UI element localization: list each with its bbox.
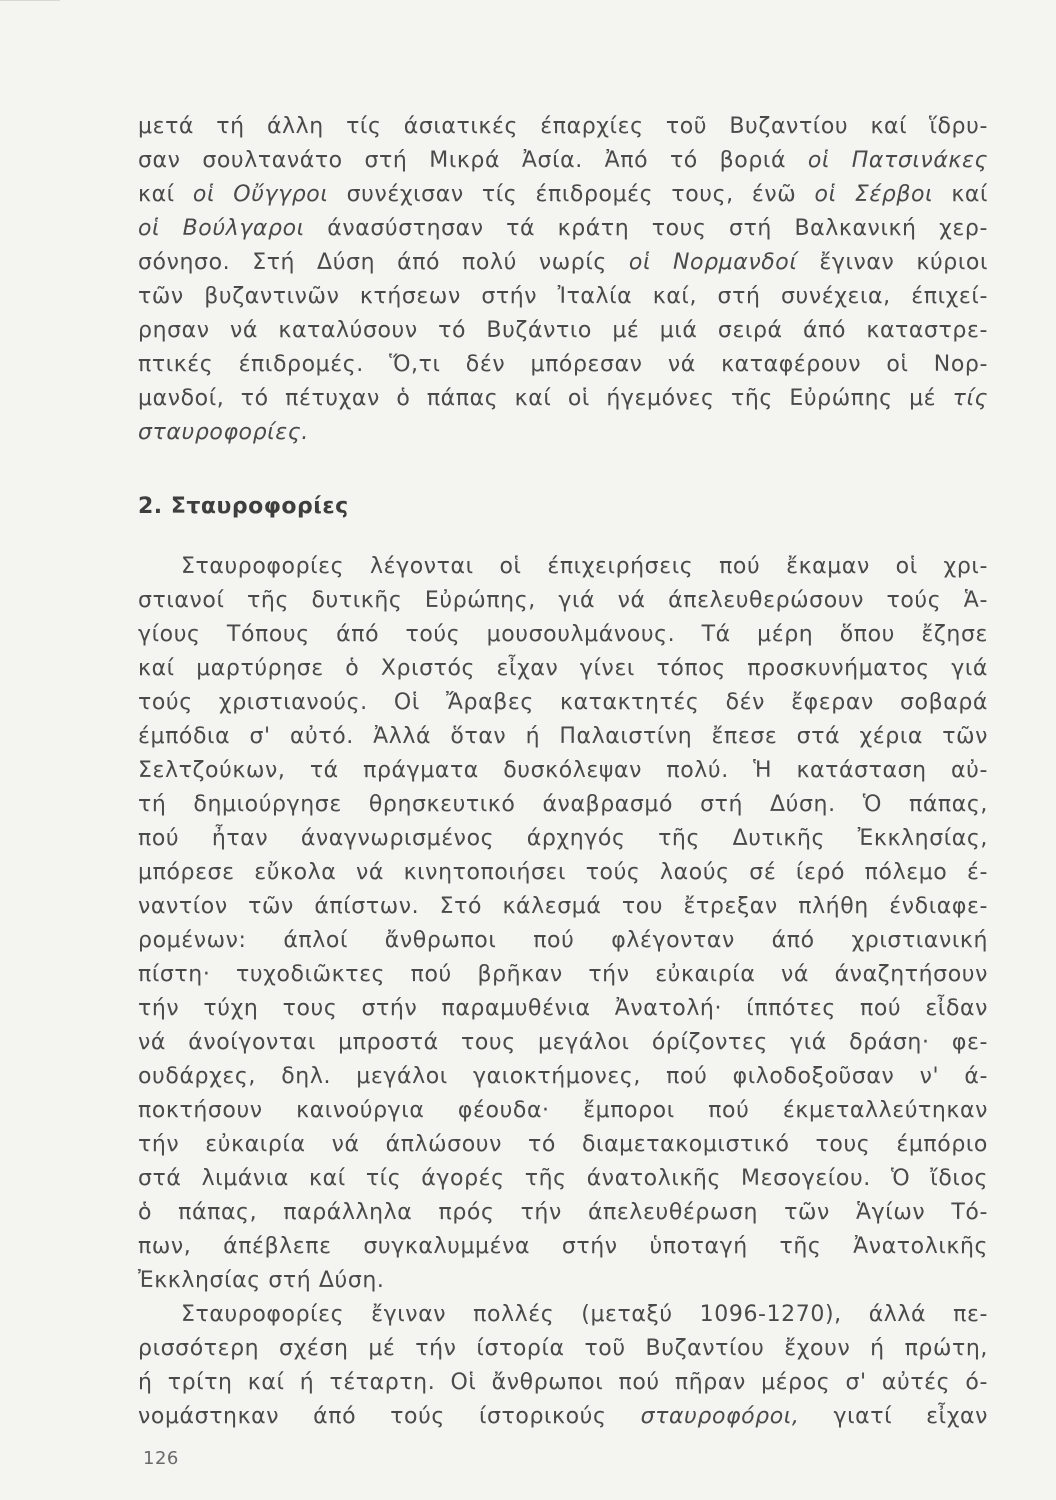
p3-line-2: ρισσότερη σχέση μέ τήν ίστορία τοῦ Βυζαντίου ἔχουν ή πρώτη, xyxy=(138,1336,988,1361)
p2-line-6: έμπόδια σ' αὐτό. Ἀλλά ὅταν ή Παλαιστίνη ἔπεσε στά χέρια τῶν xyxy=(138,724,988,749)
p1-line-4: οἱ Βούλγαροι άνασύστησαν τά κράτη τους στή Βαλκανική χερ- xyxy=(138,216,989,241)
page-number: 126 xyxy=(143,1448,179,1469)
p2-line-20: ὁ πάπας, παράλληλα πρός τήν άπελευθέρωση τῶν Ἁγίων Τό- xyxy=(138,1200,988,1225)
p2-line-4: καί μαρτύρησε ὁ Χριστός εἶχαν γίνει τόπος προσκυνήματος γιά xyxy=(138,656,988,681)
p3-line-1: Σταυροφορίες ἔγιναν πολλές (μεταξύ 1096-1270), άλλά πε- xyxy=(181,1302,988,1327)
p1-line-7: ρησαν νά καταλύσουν τό Βυζάντιο μέ μιά σειρά άπό καταστρε- xyxy=(138,318,988,343)
p1-line-8: πτικές έπιδρομές. Ὅ,τι δέν μπόρεσαν νά καταφέρουν οἱ Νορ- xyxy=(138,352,988,377)
p2-line-12: ρομένων: άπλοί ἄνθρωποι πού φλέγονταν άπό χριστιανική xyxy=(138,928,988,953)
p2-line-18: τήν εὐκαιρία νά άπλώσουν τό διαμετακομιστικό τους έμπόριο xyxy=(138,1132,988,1157)
p2-line-16: ουδάρχες, δηλ. μεγάλοι γαιοκτήμονες, πού φιλοδοξοῦσαν ν' ά- xyxy=(138,1064,988,1089)
p2-line-14: τήν τύχη τους στήν παραμυθένια Ἀνατολή· ίππότες πού εἶδαν xyxy=(138,996,988,1021)
p3-line-3: ή τρίτη καί ή τέταρτη. Οἱ ἄνθρωποι πού πῆραν μέρος σ' αὐτές ό- xyxy=(138,1370,988,1395)
p2-line-9: πού ἦταν άναγνωρισμένος άρχηγός τῆς Δυτικῆς Ἐκκλησίας, xyxy=(138,826,988,851)
p2-line-19: στά λιμάνια καί τίς άγορές τῆς άνατολικῆς Μεσογείου. Ὁ ἴδιος xyxy=(138,1166,988,1191)
page-edge xyxy=(0,0,60,1)
p1-line-10: σταυροφορίες. xyxy=(138,420,309,445)
p2-line-3: γίους Τόπους άπό τούς μουσουλμάνους. Τά μέρη ὅπου ἔζησε xyxy=(138,622,988,647)
p3-line-4: νομάστηκαν άπό τούς ίστορικούς σταυροφόροι, γιατί εἶχαν xyxy=(138,1404,988,1429)
p2-line-17: ποκτήσουν καινούργια φέουδα· ἔμποροι πού έκμεταλλεύτηκαν xyxy=(138,1098,988,1123)
p1-line-9: μανδοί, τό πέτυχαν ὁ πάπας καί οἱ ήγεμόνες τῆς Εὐρώπης μέ τίς xyxy=(138,386,988,411)
p2-line-8: τή δημιούργησε θρησκευτικό άναβρασμό στή Δύση. Ὁ πάπας, xyxy=(138,792,988,817)
p1-line-2: σαν σουλτανάτο στή Μικρά Ἀσία. Ἀπό τό βοριά οἱ Πατσινάκες xyxy=(138,148,988,173)
p2-line-2: στιανοί τῆς δυτικῆς Εὐρώπης, γιά νά άπελευθερώσουν τούς Ἁ- xyxy=(138,588,988,613)
p1-line-5: σόνησο. Στή Δύση άπό πολύ νωρίς οἱ Νορμανδοί ἔγιναν κύριοι xyxy=(138,250,988,275)
p2-line-10: μπόρεσε εὔκολα νά κινητοποιήσει τούς λαούς σέ ίερό πόλεμο έ- xyxy=(138,860,988,885)
p2-line-21: πων, άπέβλεπε συγκαλυμμένα στήν ὑποταγή τῆς Ἀνατολικῆς xyxy=(138,1234,988,1259)
p2-line-22: Ἐκκλησίας στή Δύση. xyxy=(138,1268,385,1293)
p2-line-1: Σταυροφορίες λέγονται οἱ έπιχειρήσεις πού ἔκαμαν οἱ χρι- xyxy=(181,554,988,579)
p1-line-1: μετά τή άλλη τίς άσιατικές έπαρχίες τοῦ Βυζαντίου καί ἵδρυ- xyxy=(138,114,988,139)
p2-line-11: ναντίον τῶν άπίστων. Στό κάλεσμά του ἔτρεξαν πλήθη ένδιαφε- xyxy=(138,894,988,919)
p2-line-15: νά άνοίγονται μπροστά τους μεγάλοι όρίζοντες γιά δράση· φε- xyxy=(138,1030,988,1055)
p1-line-3: καί οἱ Οὔγγροι συνέχισαν τίς έπιδρομές τους, ένῶ οἱ Σέρβοι καί xyxy=(138,182,989,207)
p2-line-5: τούς χριστιανούς. Οἱ Ἄραβες κατακτητές δέν ἔφεραν σοβαρά xyxy=(138,690,988,715)
p2-line-13: πίστη· τυχοδιῶκτες πού βρῆκαν τήν εὐκαιρία νά άναζητήσουν xyxy=(138,962,988,987)
section-heading: 2. Σταυροφορίες xyxy=(138,494,349,519)
p1-line-6: τῶν βυζαντινῶν κτήσεων στήν Ἰταλία καί, στή συνέχεια, έπιχεί- xyxy=(138,284,988,309)
p2-line-7: Σελτζούκων, τά πράγματα δυσκόλεψαν πολύ. Ἡ κατάσταση αὐ- xyxy=(138,758,988,783)
